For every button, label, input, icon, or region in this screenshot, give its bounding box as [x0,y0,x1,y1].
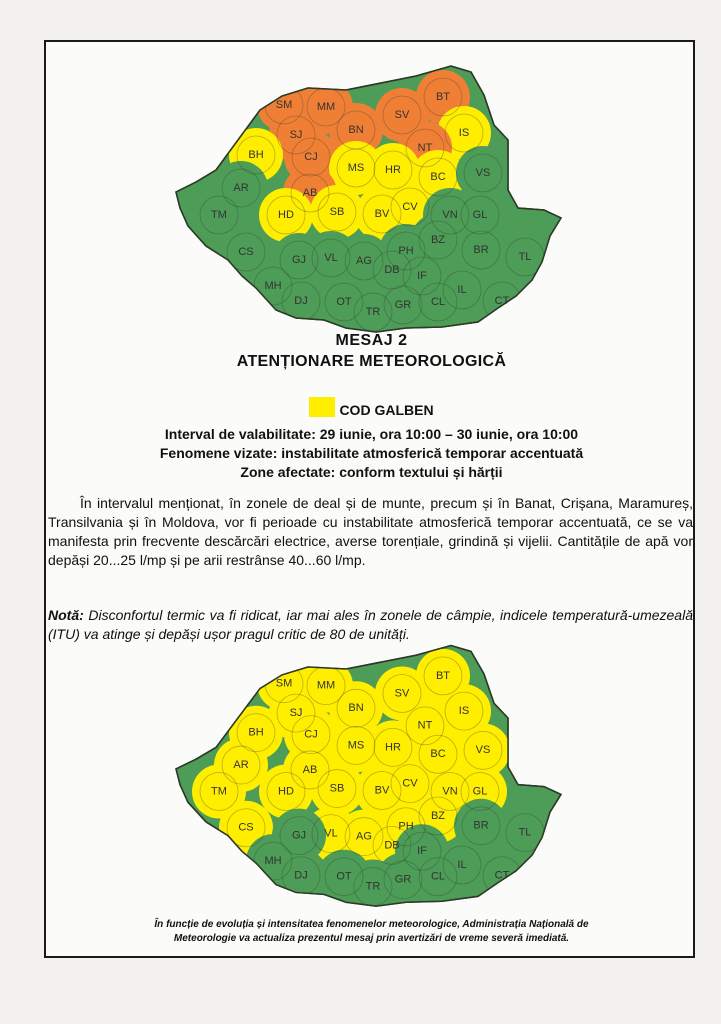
map-top-label-db: DB [384,263,400,276]
map-bottom-label-tl: TL [518,826,532,839]
map-top-label-ot: OT [336,295,352,308]
romania-map-bottom [46,640,697,925]
map-top-label-gl: GL [472,208,488,221]
map-top-label-vs: VS [475,166,491,179]
map-bottom-label-db: DB [384,839,400,852]
page-title: ATENȚIONARE METEOROLOGICĂ [236,353,507,370]
map-top-label-sj: SJ [289,128,303,141]
footer-line-1: În funcție de evoluția și intensitatea fenomenelor meteorologice, Administrația Națională de [154,919,589,930]
map-bottom-label-ms: MS [347,739,365,752]
map-top-label-cj: CJ [304,150,318,163]
validity-interval: Interval de valabilitate: 29 iunie, ora 10:00 – 30 iunie, ora 10:00 [164,426,579,442]
map-top-label-vn: VN [442,208,458,221]
map-bottom-label-hr: HR [385,741,401,754]
map-top-label-bt: BT [435,90,451,103]
map-bottom-label-bn: BN [348,702,364,715]
map-bottom-label-cj: CJ [304,728,318,741]
affected-zones: Zone afectate: conform textului și hărții [240,464,503,480]
map-bottom-label-gj: GJ [291,829,307,842]
map-top-label-vl: VL [324,251,338,264]
message-number: MESAJ 2 [335,332,408,349]
map-top-label-bh: BH [248,148,264,161]
map-top-label-mh: MH [264,279,282,292]
map-top-label-bn: BN [348,123,364,136]
map-top-label-tr: TR [365,305,381,318]
title-block [46,332,697,371]
map-top-label-ms: MS [347,161,365,174]
phenomena: Fenomene vizate: instabilitate atmosferică temporar accentuată [159,445,584,461]
map-bottom-label-nt: NT [417,719,433,732]
map-bottom-label-mh: MH [264,854,282,867]
map-top-label-br: BR [473,243,489,256]
map-top-label-hr: HR [385,163,401,176]
map-top-label-dj: DJ [294,294,308,307]
romania-map-top [46,50,697,346]
map-bottom-label-il: IL [457,858,467,871]
map-bottom-label-if: IF [417,845,427,858]
map-top-label-tm: TM [211,208,227,221]
map-bottom-label-ag: AG [356,830,372,843]
map-top-label-tl: TL [518,250,532,263]
map-bottom-label-sj: SJ [289,707,303,720]
map-top-label-ph: PH [398,244,414,257]
map-bottom-label-is: IS [458,705,470,718]
map-bottom-label-hd: HD [278,785,294,798]
map-bottom-label-sm: SM [275,677,293,690]
map-bottom-label-bt: BT [435,669,451,682]
yellow-code-swatch [309,397,335,417]
map-bottom-label-ab: AB [302,763,318,776]
map-top-label-is: IS [458,126,470,139]
map-bottom-label-ot: OT [336,870,352,883]
map-bottom-label-bz: BZ [430,809,446,822]
map-bottom-label-bc: BC [430,748,446,761]
map-bottom-label-gl: GL [472,785,488,798]
map-bottom-label-bv: BV [374,784,390,797]
warning-document [44,40,695,958]
footer-note [46,918,697,946]
map-bottom-label-mm: MM [316,679,336,692]
map-bottom-label-dj: DJ [294,869,308,882]
map-bottom-label-tr: TR [365,880,381,893]
map-top-label-ag: AG [356,254,372,267]
map-top-label-bv: BV [374,207,390,220]
map-bottom-label-cl: CL [430,870,446,883]
warning-map-bottom [46,640,697,925]
map-top-label-gr: GR [394,298,412,311]
map-top-label-mm: MM [316,100,336,113]
map-bottom-label-tm: TM [211,785,227,798]
map-bottom-label-br: BR [473,819,489,832]
map-bottom-label-gr: GR [394,873,412,886]
map-top-label-gj: GJ [291,253,307,266]
map-top-label-sb: SB [329,205,345,218]
note-label: Notă: [48,607,84,623]
map-top-label-ab: AB [302,186,318,199]
map-top-label-bz: BZ [430,233,446,246]
map-top-label-sv: SV [394,108,410,121]
map-top-label-hd: HD [278,208,294,221]
map-bottom-label-ct: CT [494,869,510,882]
map-bottom-label-vn: VN [442,785,458,798]
map-top-label-cs: CS [238,245,254,258]
footer-line-2: Meteorologie va actualiza prezentul mesaj prin avertizări de vreme severă imediată. [173,933,570,944]
map-bottom-label-ph: PH [398,820,414,833]
map-top-label-bc: BC [430,170,446,183]
map-bottom-label-vs: VS [475,744,491,757]
map-bottom-label-cv: CV [402,777,418,790]
warning-description: În intervalul menționat, în zonele de deal și de munte, precum și în Banat, Crișana, Maramureș, Transilvania și în Moldova, vor fi perioade cu instabilitate atmosferică temporar accentuată, ce se va manifesta prin frecvente descărcări electrice, averse torențiale, grindină și vijelii. Cantitățile de apă vor depăși 20...25 l/mp și pe arii restrânse 40...60 l/mp. [48,495,693,568]
warning-code [46,397,697,418]
map-bottom-label-cs: CS [238,821,254,834]
warning-info [46,425,697,482]
map-top-label-il: IL [457,283,467,296]
warning-code-label: COD GALBEN [339,402,434,418]
map-top-label-sm: SM [275,98,293,111]
warning-map-top [46,50,697,346]
map-top-label-nt: NT [417,141,433,154]
note-text: Disconfortul termic va fi ridicat, iar mai ales în zonele de câmpie, indicele temperatură-umezeală (ITU) va atinge și depăși ușor pragul critic de 80 de unități. [48,607,693,642]
map-bottom-label-bh: BH [248,726,264,739]
map-bottom-label-ar: AR [233,758,249,771]
map-top-label-cl: CL [430,295,446,308]
map-bottom-label-sv: SV [394,687,410,700]
note [48,606,693,644]
map-bottom-label-sb: SB [329,782,345,795]
map-top-label-ar: AR [233,181,249,194]
map-top-label-cv: CV [402,200,418,213]
map-top-label-ct: CT [494,294,510,307]
map-bottom-label-vl: VL [324,827,338,840]
map-top-label-if: IF [417,269,427,282]
